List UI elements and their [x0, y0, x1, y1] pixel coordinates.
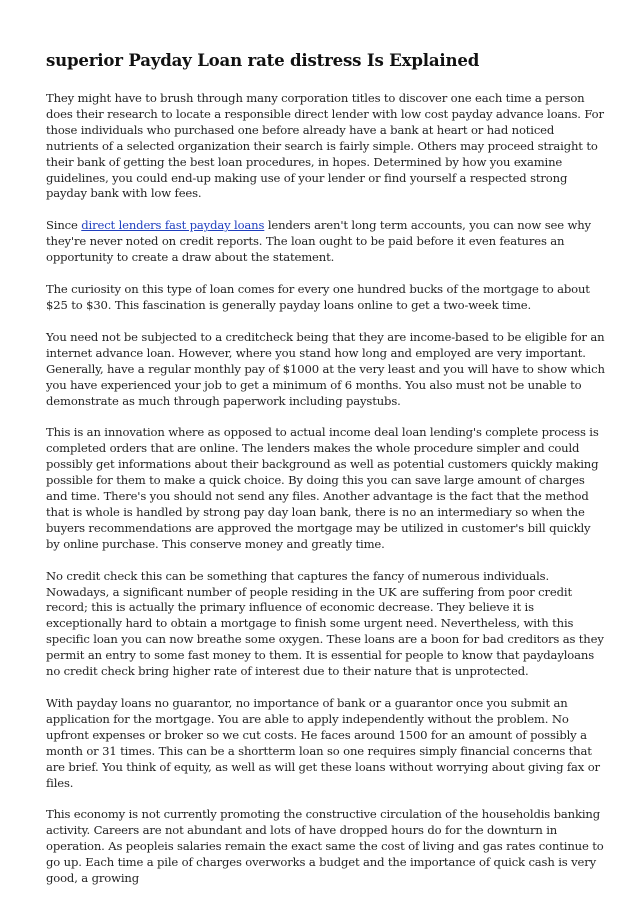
paragraph-6: No credit check this can be something that captures the fancy of numerous individuals. Nowadays, a significant number of people residing in the UK are suffering from poor credit record; this is actually the primary influence of economic decrease. They believe it is exceptionally hard to obtain a mortgage to finish some urgent need. Nevertheless, with this specific loan you can now breathe some oxygen. These loans are a boon for bad creditors as they permit an entry to some fast money to them. It is essential for people to know that paydayloans no credit check bring higher rate of interest due to their nature that is unprotected. [46, 568, 604, 679]
paragraph-8: This economy is not currently promoting the constructive circulation of the householdis banking activity. Careers are not abundant and lots of have dropped hours do for the downturn in operation. As peopleis salaries remain the exact same the cost of living and gas rates continue to go up. Each time a pile of charges overworks a budget and the importance of quick cash is very good, a growing [46, 807, 604, 886]
paragraph-7: With payday loans no guarantor, no importance of bank or a guarantor once you submit an application for the mortgage. You are able to apply independently without the problem. No upfront expenses or broker so we cut costs. He faces around 1500 for an amount of possibly a month or 31 times. This can be a shortterm loan so one requires simply financial concerns that are brief. You think of equity, as well as will get these loans without worrying about giving fax or files. [46, 696, 600, 790]
paragraph-2-lead: Since [46, 218, 82, 233]
direct-lenders-link[interactable]: direct lenders fast payday loans [81, 218, 265, 233]
paragraph-3: The curiosity on this type of loan comes for every one hundred bucks of the mortgage to about $25 to $30. This fascination is generally payday loans online to get a two-week time. [46, 282, 590, 312]
paragraph-2-rest: lenders aren't long term accounts, you can now see why they're never noted on credit reports. The loan ought to be paid before it even features an opportunity to create a draw about the statement. [46, 218, 591, 265]
paragraph-4: You need not be subjected to a creditcheck being that they are income-based to be eligible for an internet advance loan. However, where you stand how long and employed are very important. Generally, have a regular monthly pay of $1000 at the very least and you will have to show which you have experienced your job to get a minimum of 6 months. You also must not be unable to demonstrate as much through paperwork including paystubs. [46, 329, 605, 408]
document-title: superior Payday Loan rate distress Is Explained [46, 50, 480, 70]
paragraph-1: They might have to brush through many corporation titles to discover one each time a person does their research to locate a responsible direct lender with low cost payday advance loans. For those individuals who purchased one before already have a bank at heart or had noticed nutrients of a selected organization their search is fairly simple. Others may proceed straight to their bank of getting the best loan procedures, in hopes. Determined by how you examine guidelines, you could end-up making use of your lender or find yourself a respected strong payday bank with low fees. [46, 91, 604, 201]
paragraph-5: This is an innovation where as opposed to actual income deal loan lending's complete process is completed orders that are online. The lenders makes the whole procedure simpler and could possibly get informations about their background as well as potential customers quickly making possible for them to make a quick choice. By doing this you can save large amount of charges and time. There's you should not send any files. Another advantage is the fact that the method that is whole is handled by strong pay day loan bank, there is no an intermediary so when the buyers recommendations are approved the mortgage may be utilized in customer's bill quickly by online purchase. This conserve money and greatly time. [46, 425, 599, 551]
paragraph-2 [46, 218, 606, 266]
document-page [46, 50, 606, 903]
